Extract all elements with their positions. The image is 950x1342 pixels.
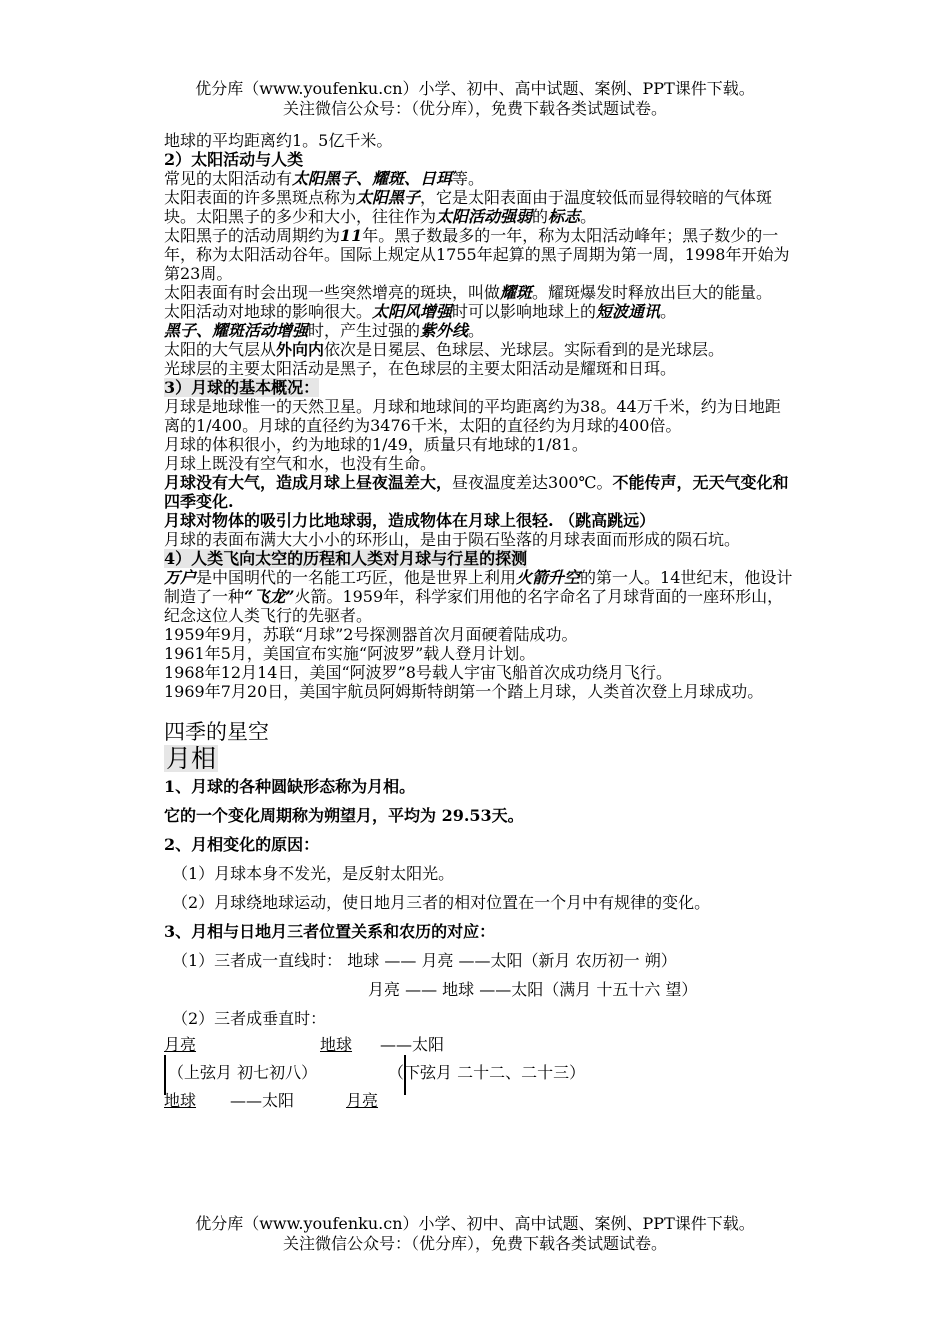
diagram-moon-1: 月亮 [164,1035,197,1054]
paragraph-flare [164,283,794,302]
heading-moon-overview [164,378,794,397]
section-heading-text: 月相 [166,744,217,773]
emphasis: 不能传声，无天气变化和四季变化. [164,473,789,511]
text: 。 [468,321,485,340]
paragraph-1961: 1961年5月，美国宣布实施“阿波罗”载人登月计划。 [164,644,536,663]
text: 。耀斑爆发时释放出巨大的能量。 [532,283,773,302]
paragraph-sunspot-cycle [164,226,794,283]
heading-text: 3）月球的基本概况： [164,378,320,397]
header-line-1: 优分库（www.youfenku.cn）小学、初中、高中试题、案例、PPT课件下载。 [195,79,755,98]
emphasis: 紫外线 [420,321,469,340]
text: 。 [580,207,597,226]
emphasis: 太阳风增强 [372,302,453,321]
diagram-row-1 [164,1035,794,1063]
emphasis: 短波通讯 [596,302,661,321]
text: 太阳活动对地球的影响很大。 [164,302,373,321]
emphasis: 外向内 [276,340,325,359]
paragraph-1969: 1969年7月20日，美国宇航员阿姆斯特朗第一个踏上月球，人类首次登上月球成功。 [164,682,764,701]
paragraph-wanhu [164,568,794,625]
document-body [164,131,794,1119]
diagram-first-quarter: （上弦月 初七初八） [168,1063,318,1082]
text: 是中国明代的一名能工巧匠，他是世界上利用 [196,568,517,587]
diagram-moon-2: 月亮 [346,1091,379,1110]
text: ，它是太阳表面由于温度较低而显得较暗的气体斑块。太阳黑子的多少和大小，往往作为 [164,188,773,226]
phase-point-3a2: 月亮 —— 地球 ——太阳（满月 十五十六 望） [368,980,698,999]
text: 太阳表面有时会出现一些突然增亮的斑块，叫做 [164,283,501,302]
text: 太阳表面的许多黑斑点称为 [164,188,357,207]
phase-point-2b: （2）月球绕地球运动，使日地月三者的相对位置在一个月中有规律的变化。 [172,893,711,912]
emphasis: 太阳活动强弱 [436,207,533,226]
diagram-earth-2: 地球 [164,1091,197,1110]
emphasis: 黑子、耀斑活动增强 [164,321,309,340]
text: 时，产生过强的 [308,321,421,340]
text: 等。 [452,169,485,188]
header-line-2: 关注微信公众号：（优分库），免费下载各类试题试卷。 [282,99,667,118]
section-title: 四季的星空 [164,720,269,744]
paragraph-photosphere: 光球层的主要太阳活动是黑子，在色球层的主要太阳活动是耀斑和日珥。 [164,359,677,378]
paragraph-distance: 地球的平均距离约1。5亿千米。 [164,131,393,150]
phase-point-3: 3、月相与日地月三者位置关系和农历的对应： [164,922,496,941]
footer-line-1: 优分库（www.youfenku.cn）小学、初中、高中试题、案例、PPT课件下载。 [195,1214,755,1233]
paragraph-common-activity [164,169,794,188]
diagram-sun-2: ——太阳 [230,1091,295,1110]
phase-point-3a: （1）三者成一直线时： 地球 —— 月亮 ——太阳（新月 农历初一 朔） [172,951,677,970]
text: 的 [532,207,549,226]
emphasis: 太阳黑子 [356,188,421,207]
paragraph-sunspot [164,188,794,226]
diagram-earth-1: 地球 [320,1035,353,1054]
phase-point-2a: （1）月球本身不发光，是反射太阳光。 [172,864,455,883]
text: 太阳的大气层从 [164,340,277,359]
paragraph-moon-5: 月球对物体的吸引力比地球弱，造成物体在月球上很轻. （跳高跳远） [164,511,656,530]
paragraph-moon-3: 月球上既没有空气和水，也没有生命。 [164,454,437,473]
text: 时可以影响地球上的 [452,302,597,321]
diagram-last-quarter: （下弦月 二十二、二十三） [388,1063,586,1082]
heading-text: 4）人类飞向太空的历程和人类对月球与行星的探测 [164,549,528,568]
text: 火箭。1959年，科学家们用他的名字命名了月球背面的一座环形山，纪念这位人类飞行的先驱者。 [164,587,784,625]
paragraph-effect-1 [164,302,794,321]
paragraph-moon-2: 月球的体积很小，约为地球的1/49，质量只有地球的1/81。 [164,435,588,454]
text: 太阳黑子的活动周期约为 [164,226,341,245]
emphasis: 11 [340,226,363,245]
heading-solar-activity: 2）太阳活动与人类 [164,150,304,169]
text: 常见的太阳活动有 [164,169,293,188]
emphasis: 万户 [164,568,197,587]
phase-point-1: 1、月球的各种圆缺形态称为月相。 [164,777,416,796]
phase-point-2: 2、月相变化的原因： [164,835,320,854]
page-header [0,79,950,119]
paragraph-1959: 1959年9月，苏联“月球”2号探测器首次月面硬着陆成功。 [164,625,578,644]
text: 。 [660,302,677,321]
emphasis: 太阳黑子、耀斑、日珥 [292,169,453,188]
heading-space-history [164,549,794,568]
paragraph-effect-2 [164,321,794,340]
page-footer [0,1214,950,1254]
paragraph-moon-6: 月球的表面布满大大小小的环形山，是由于陨石坠落的月球表面而形成的陨石坑。 [164,530,741,549]
footer-line-2: 关注微信公众号：（优分库），免费下载各类试题试卷。 [282,1234,667,1253]
text: 年。黑子数最多的一年，称为太阳活动峰年；黑子数少的一年，称为太阳活动谷年。国际上规定从1755年起算的黑子周期为第一周，1998年开始为第23周。 [164,226,790,283]
diagram-sun-1: ——太阳 [380,1035,445,1054]
text: 昼夜温度差达300℃。 [452,473,613,492]
phase-point-1b: 它的一个变化周期称为朔望月，平均为 29.53天。 [164,806,524,825]
emphasis: 标志 [548,207,581,226]
phase-point-3b: （2）三者成垂直时： [172,1009,327,1028]
text: 的第一人。14世纪末，他设计制造了一种 [164,568,793,606]
section-heading [164,745,794,772]
paragraph-layers [164,340,794,359]
paragraph-moon-1: 月球是地球惟一的天然卫星。月球和地球间的平均距离约为38。44万千米，约为日地距离的1/400。月球的直径约为3476千米，太阳的直径约为月球的400倍。 [164,397,781,435]
diagram-row-2 [164,1063,794,1091]
emphasis: 月球没有大气，造成月球上昼夜温差大， [164,473,453,492]
emphasis: 耀斑 [500,283,533,302]
paragraph-moon-4 [164,473,794,511]
emphasis: 火箭升空 [516,568,581,587]
moon-phase-diagram [164,1035,794,1119]
spacer [164,701,794,720]
emphasis: “飞龙” [244,587,295,606]
diagram-row-3 [164,1091,794,1119]
paragraph-1968: 1968年12月14日，美国“阿波罗”8号载人宇宙飞船首次成功绕月飞行。 [164,663,672,682]
text: 依次是日冕层、色球层、光球层。实际看到的是光球层。 [324,340,725,359]
